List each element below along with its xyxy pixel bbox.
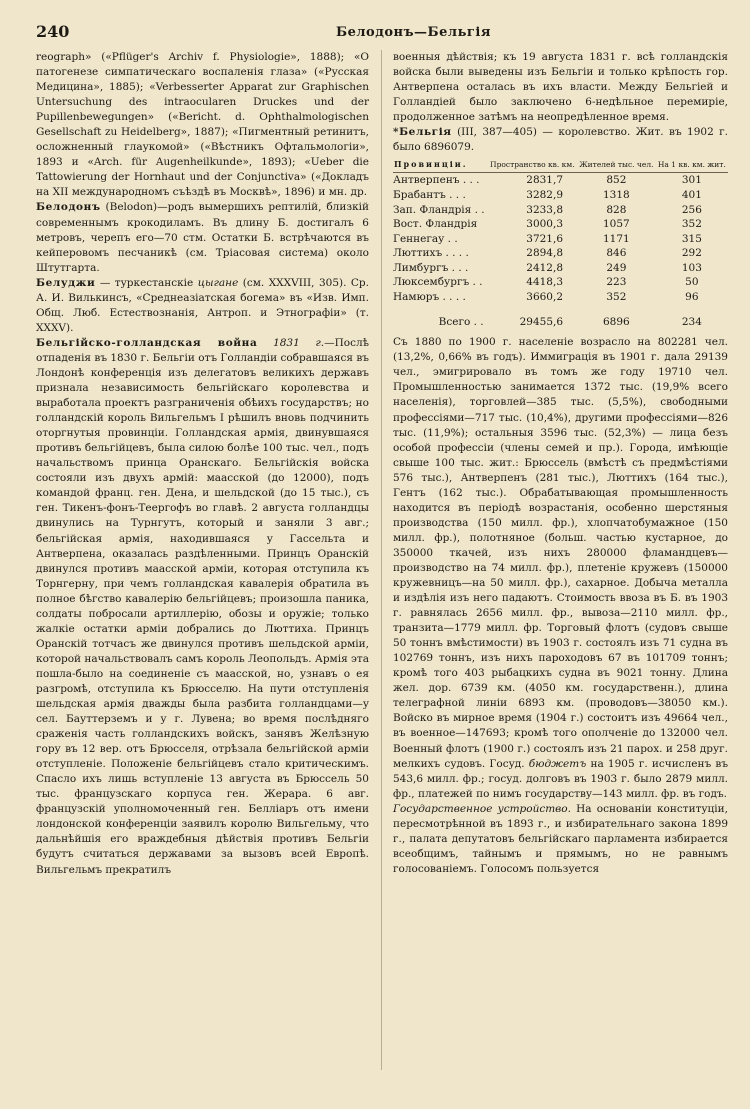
population-value: 1057 <box>603 218 630 231</box>
col-header-province: Провинціи. <box>393 159 488 173</box>
population-value: 852 <box>606 174 627 187</box>
density-value: 50 <box>685 276 699 289</box>
entry-belgian-dutch-war: Бельгійско-голландская война 1831 г.—Послѣ отпаденія въ 1830 г. Бельгіи отъ Голландіи собравшаяся въ Лондонѣ конференція изъ делегатовъ великихъ державъ признала независимость бельгійскаго королевства и выработала проектъ разграниченія обѣихъ государствъ; но голландскій король Вильгельмъ I рѣшилъ вновь подчинить оторгнутыя провинціи. Голландская армія, двинувшаяся противъ бельгійцевъ, была силою болѣе 100 тыс. чел., подъ начальствомъ принца Оранскаго. Бельгійскія войска состояли изъ двухъ армій: маасской (до 12000), подъ командой франц. ген. Дена, и шельдской (до 15 тыс.), съ ген. Тикенъ-фонъ-Теергофъ во главѣ. 2 августа голландцы двинулись на Турнгутъ, который и заняли 3 авг.; бельгійская армія, находившаяся у Гассельта и Антверпена, оказалась раздѣленными. Принцъ Оранскій двинулся противъ маасской арміи, которая отступила къ Торнгерну, при чемъ голландская кавалерія обратила въ полное бѣгство кавалерію бельгійцевъ; произошла паника, солдаты побросали артиллерію, обозы и оружіе; только жалкіе остатки арміи добрались до Люттиха. Принцъ Оранскій тотчасъ же двинулся противъ шельдской арміи, которой начальствовалъ самъ король Леопольдъ. Армія эта пошла-было на соединеніе съ маасской, но, узнавъ о ея разгромѣ, отступила къ Брюсселю. На пути отступленія шельдская армія дважды была разбита голландцами—у сел. Бауттерземъ и у г. Лувена; во время послѣдняго сраженія часть голландскихъ войскъ, занявъ Желѣзную гору въ 12 вер. отъ Брюсселя, отрѣзала бельгійской арміи отступленіе. Положеніе бельгійцевъ стало критическимъ. Спасло ихъ лишь вступленіе 13 августа въ Брюссель 50 тыс. французскаго корпуса ген. Жерара. 6 авг. французскій уполномоченный ген. Белліаръ отъ имени лондонской конференціи заявилъ королю Вильгельму, что дальнѣйшія его враждебныя дѣйствія противъ Бельгіи будутъ считаться державами за вызовъ всей Европѣ. Вильгельмъ прекратилъ <box>36 336 369 876</box>
table-row <box>393 246 728 261</box>
province-name: Зап. Фландрія . . <box>393 203 485 216</box>
table-row <box>393 261 728 276</box>
table-row <box>393 188 728 203</box>
column-divider <box>381 50 382 1070</box>
table-total-row <box>393 305 728 330</box>
paragraph-government: Государственное устройство. На основаніи конституціи, пересмотрѣнной въ 1893 г., и избирательнаго закона 1899 г., палата депутатовъ бельгійскаго парламента избирается всеобщимъ, тайнымъ и прямымъ, но не равнымъ голосованіемъ. Голосомъ пользуется <box>393 802 729 875</box>
area-value: 3660,2 <box>526 291 564 304</box>
density-value: 96 <box>685 291 699 304</box>
density-value: 401 <box>681 188 702 201</box>
area-value: 2894,8 <box>526 247 564 260</box>
left-column <box>36 50 369 878</box>
paragraph: военныя дѣйствія; къ 19 августа 1831 г. всѣ голландскія войска были выведены изъ Бельгіи и только крѣпость гор. Антверпена осталась въ ихъ власти. Между Бельгіей и Голландіей было заключено 6-недѣльное перемиріе, продолженное затѣмъ на неопредѣленное время. <box>393 51 728 124</box>
table-row <box>393 203 728 218</box>
provinces-table <box>393 159 728 329</box>
population-value: 828 <box>606 203 627 216</box>
table-row <box>393 217 728 232</box>
table-row <box>393 232 728 247</box>
entry-headword: *Бельгія <box>393 126 452 139</box>
entry-lead: (III, 387—405) — королевство. Жит. въ 1902 г. было 6896079. <box>393 126 728 154</box>
area-value: 3282,9 <box>526 188 564 201</box>
province-name: Антверпенъ . . . <box>393 174 480 187</box>
province-name: Люксембургъ . . <box>393 276 483 289</box>
table-header-row <box>393 159 728 173</box>
province-name: Люттихъ . . . . <box>393 247 469 260</box>
density-value: 301 <box>681 174 702 187</box>
entry-belodon: Белодонъ (Belodon)—родъ вымершихъ рептилій, близкій современнымъ крокодиламъ. Въ длину Б. достигалъ 6 метровъ, черепъ его—70 стм. Остатки Б. встрѣчаются въ кейперовомъ песчаникѣ (см. Тріасовая система) около Штутгарта. <box>36 201 369 274</box>
area-value: 2412,8 <box>526 261 564 274</box>
area-value: 2831,7 <box>526 174 564 187</box>
area-value: 3721,6 <box>526 232 564 245</box>
area-value: 29455,6 <box>519 315 564 328</box>
province-name: Намюръ . . . . <box>393 291 466 304</box>
population-value: 6896 <box>603 315 630 328</box>
density-value: 234 <box>681 315 702 328</box>
area-value: 3233,8 <box>526 203 564 216</box>
population-value: 1318 <box>603 188 630 201</box>
table-body <box>393 173 728 329</box>
density-value: 256 <box>681 203 702 216</box>
col-header-density: На 1 кв. км. жит. <box>656 159 728 173</box>
population-value: 352 <box>606 291 627 304</box>
page-number: 240 <box>36 22 70 41</box>
running-title: Белодонъ—Бельгія <box>336 25 491 40</box>
entry-beludzhi: Белуджи — туркестанскіе цыгане (см. XXXVIII, 305). Ср. А. И. Вилькинсъ, «Среднеазіатская богема» въ «Изв. Имп. Общ. Люб. Естествознанія, Антроп. и Этнографіи» (т. XXXV). <box>36 276 369 334</box>
density-value: 315 <box>681 232 702 245</box>
province-name: Лимбургъ . . . <box>393 261 469 274</box>
population-value: 846 <box>606 247 627 260</box>
population-value: 1171 <box>603 232 630 245</box>
province-name: Вост. Фландрія <box>393 218 478 231</box>
col-header-population: Жителей тыс. чел. <box>577 159 656 173</box>
right-column <box>393 50 728 877</box>
density-value: 103 <box>681 261 702 274</box>
paragraph: reograph» («Pflüger's Archiv f. Physiologie», 1888); «О патогенезе симпатическаго воспаленія глаза» («Русская Медицина», 1885); «Verbesserter Apparat zur Graphischen Untersuchung des intraocularen Druckes und der Pupillenbewegungen» («Bericht. d. Ophthalmologischen Gesellschaft zu Heidelberg», 1887); «Пигментный ретинитъ, осложненный глаукомой» («Вѣстникъ Офтальмологіи», 1893 и «Arch. für Augenheilkunde», 1893); «Ueber die Tattowierung der Hornhaut und der Conjunctiva» («Докладъ на XII международномъ съѣздѣ въ Москвѣ», 1896) и мн. др. <box>36 51 369 199</box>
entry-belgium <box>393 125 728 155</box>
table-row <box>393 173 728 188</box>
population-value: 223 <box>606 276 627 289</box>
paragraph: Съ 1880 по 1900 г. населеніе возрасло на 802281 чел. (13,2%, 0,66% въ годъ). Иммиграція въ 1901 г. дала 29139 чел., эмигрировало въ томъ же году 19710 чел. Промышленностью занимается 1372 тыс. (19,9% всего населенія), торговлей—385 тыс. (5,5%), свободными профессіями—717 тыс. (10,4%), другими профессіями—826 тыс. (11,9%); остальныя 3596 тыс. (52,3%) — лица безъ особой профессіи (члены семей и пр.). Города, имѣющіе свыше 100 тыс. жит.: Брюссель (вмѣстѣ съ предмѣстіями 576 тыс.), Антверпенъ (281 тыс.), Люттихъ (164 тыс.), Гентъ (162 тыс.). Обрабатывающая промышленность находится въ періодѣ возрастанія, особенно шерстяныя производства (150 милл. фр.), хлопчатобумажное (150 милл. фр.), полотняное (больш. частью кустарное, до 350000 ткачей, изъ нихъ 280000 фламандцевъ—производство на 74 милл. фр.), плетеніе кружевъ (150000 кружевницъ—на 50 милл. фр.), сахарное. Добыча металла и издѣлія изъ него падаютъ. Стоимость ввоза въ Б. въ 1903 г. равнялась 2656 милл. фр., вывоза—2110 милл. фр., транзита—1779 милл. фр. Торговый флотъ (судовъ свыше 50 тоннъ вмѣстимости) въ 1903 г. состоялъ изъ 71 судна въ 102769 тоннъ, изъ нихъ пароходовъ 67 въ 101709 тоннъ; кромѣ того 403 рыбацкихъ судна въ 9021 тонну. Длина жел. дор. 6739 км. (4050 км. государственн.), длина телеграфной линіи 6893 км. (проводовъ—38050 км.). Войско въ мирное время (1904 г.) состоитъ изъ 49664 чел., въ военное—147693; кромѣ того ополченіе до 132000 чел. Военный флотъ (1900 г.) состоялъ изъ 21 парох. и 258 друг. мелкихъ судовъ. Госуд. бюджетъ на 1905 г. исчисленъ въ 543,6 милл. фр.; госуд. долговъ въ 1903 г. было 2879 милл. фр., платежей по нимъ государству—143 милл. фр. въ годъ. <box>393 336 728 800</box>
table-row <box>393 290 728 305</box>
col-header-area: Пространство кв. км. <box>488 159 577 173</box>
area-value: 3000,3 <box>526 218 564 231</box>
density-value: 352 <box>681 218 702 231</box>
table-row <box>393 275 728 290</box>
page-header <box>36 22 714 44</box>
density-value: 292 <box>681 247 702 260</box>
province-name: Брабантъ . . . <box>393 188 466 201</box>
province-name: Геннегау . . <box>393 232 458 245</box>
province-name: Всего . . <box>438 315 484 328</box>
population-value: 249 <box>606 261 627 274</box>
area-value: 4418,3 <box>526 276 564 289</box>
